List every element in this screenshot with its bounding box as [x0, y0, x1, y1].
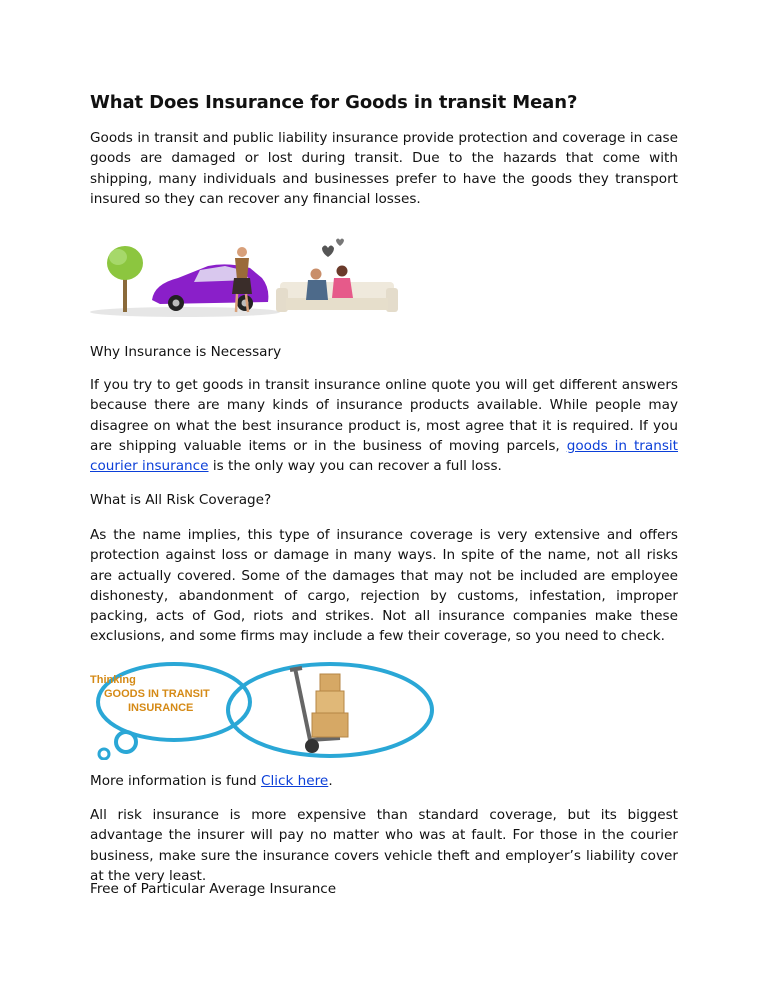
article-title: What Does Insurance for Goods in transit Mean? — [90, 92, 578, 113]
thinking-label: Thinking — [90, 674, 136, 686]
section-why-text-end: is the only way you can recover a full loss. — [208, 458, 502, 475]
section-why-paragraph — [90, 375, 678, 476]
click-here-link[interactable]: Click here — [260, 773, 329, 789]
section-heading-fpa: Free of Particular Average Insurance — [90, 881, 337, 897]
section-heading-all-risk: What is All Risk Coverage? — [90, 492, 272, 508]
figure-goods-in-transit — [90, 658, 440, 760]
insurance-label: INSURANCE — [128, 702, 194, 714]
more-info-text: More information is fund — [90, 773, 261, 789]
section-heading-why: Why Insurance is Necessary — [90, 344, 282, 360]
car-couple-illustration — [90, 238, 400, 318]
section-cost-paragraph: All risk insurance is more expensive than standard coverage, but its biggest advantage the insurer will pay no matter who was at fault. For those in the courier business, make sure the insurance covers vehicle theft and employer’s liability cover at the very least. — [90, 807, 678, 884]
section-all-risk-paragraph: As the name implies, this type of insurance coverage is very extensive and offers protection against loss or damage in many ways. In spite of the name, not all risks are actually covered. Some of the damages that may not be included are employee dishonesty, abandonment of cargo, rejection by customs, infestation, improper packing, acts of God, riots and strikes. Not all insurance companies make these exclusions, and some firms may include a few their coverage, so you need to check. — [90, 527, 678, 645]
intro-paragraph: Goods in transit and public liability insurance provide protection and coverage in case goods are damaged or lost during transit. Due to the hazards that come with shipping, many individuals and businesses prefer to have the goods they transport insured so they can recover any financial losses. — [90, 130, 678, 207]
more-info-line — [90, 771, 333, 791]
courier-insurance-link[interactable]: goods in transit courier insurance — [90, 437, 679, 475]
more-info-end: . — [328, 773, 333, 789]
figure-car-couple — [90, 238, 400, 318]
goods-in-transit-label: GOODS IN TRANSIT — [104, 688, 210, 700]
section-why-text: If you try to get goods in transit insurance online quote you will get different answers because there are many kinds of insurance products available. While people may disagree on what the best insurance product is, most agree that it is required. If you are shipping valuable items or in the business of moving parcels, — [90, 377, 678, 454]
